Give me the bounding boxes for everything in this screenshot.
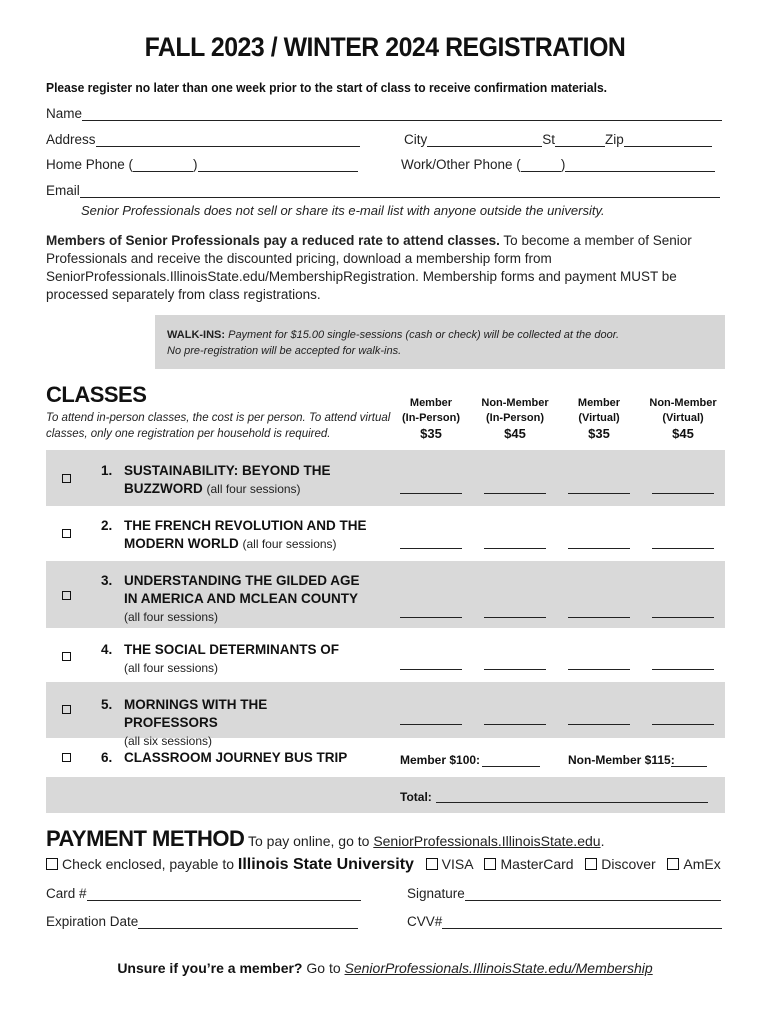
home-area-line[interactable] [133,159,193,172]
amex-label: AmEx [683,856,721,872]
name-label: Name [46,106,83,121]
bus-nonmember-label: Non-Member $115: [568,753,675,767]
col-nonmember-inperson [473,396,557,441]
work-number-line[interactable] [565,159,715,172]
cvv-line[interactable] [442,916,722,929]
class-1 [101,462,361,498]
col-label: Non-Member [481,397,549,409]
class-2 [101,517,371,553]
class-3-nonmember-virtual-line[interactable] [652,617,714,618]
card-number-field[interactable] [46,886,361,901]
col-nonmember-virtual [641,396,725,441]
visa-checkbox[interactable] [426,858,438,870]
col-sublabel: (Virtual) [662,412,704,424]
city-st-zip-field[interactable] [404,132,712,147]
col-member-virtual [557,396,641,441]
address-line[interactable] [96,134,360,147]
total-label: Total: [400,790,432,804]
footer-question: Unsure if you’re a member? [117,960,303,976]
col-price: $45 [672,426,694,441]
col-sublabel: (In-Person) [485,412,545,424]
class-1-nonmember-inperson-line[interactable] [484,493,546,494]
expiration-field[interactable] [46,914,358,929]
cvv-field[interactable] [407,914,722,929]
col-sublabel: (In-Person) [401,412,461,424]
class-5-nonmember-inperson-line[interactable] [484,724,546,725]
home-phone-field[interactable] [46,157,358,172]
class-3-nonmember-inperson-line[interactable] [484,617,546,618]
class-2-nonmember-inperson-line[interactable] [484,548,546,549]
walkin-label: WALK-INS: [167,329,226,341]
footer-link[interactable]: SeniorProfessionals.IllinoisState.edu/Membership [344,960,653,976]
bus-nonmember-price [568,753,675,767]
discover-checkbox[interactable] [585,858,597,870]
class-5-member-virtual-line[interactable] [568,724,630,725]
class-title: MORNINGS WITH THE PROFESSORS [124,697,268,730]
payment-online-text: To pay online, go to [244,833,374,849]
class-6 [101,749,361,767]
intro-text: Please register no later than one week prior to the start of class to receive confirmation materials. [46,80,608,95]
check-checkbox[interactable] [46,858,58,870]
classes-subtitle: To attend in-person classes, the cost is per person. To attend virtual classes, only one registration per household is required. [46,412,391,440]
mastercard-checkbox[interactable] [484,858,496,870]
work-phone-label: Work/Other Phone ( [401,157,521,172]
class-sessions: (all four sessions) [124,661,219,675]
walkin-box [155,315,725,369]
membership-text: To become a member of Senior Professionals and receive the discounted pricing, download a membership form from SeniorProfessionals.IllinoisState.edu/MembershipRegistration. Membership forms and payment MUST be processed separately from class registrations. [46,233,692,302]
cvv-label: CVV# [407,914,443,929]
class-4-nonmember-virtual-line[interactable] [652,669,714,670]
class-5-member-inperson-line[interactable] [400,724,462,725]
work-phone-paren: ) [560,157,566,172]
class-number: 4. [101,642,113,657]
bus-member-price [400,753,480,767]
address-field[interactable] [46,132,360,147]
class-title: UNDERSTANDING THE GILDED AGE IN AMERICA AND MCLEAN COUNTY [124,573,360,606]
work-phone-field[interactable] [401,157,715,172]
col-sublabel: (Virtual) [578,412,620,424]
class-title: SUSTAINABILITY: BEYOND THE BUZZWORD [124,463,331,496]
city-label: City [404,132,428,147]
class-1-checkbox[interactable] [62,474,71,483]
mastercard-label: MasterCard [500,856,574,872]
class-2-member-inperson-line[interactable] [400,548,462,549]
class-sessions: (all four sessions) [242,537,337,551]
zip-label: Zip [605,132,624,147]
payment-online-link[interactable]: SeniorProfessionals.IllinoisState.edu [373,833,601,849]
class-5-nonmember-virtual-line[interactable] [652,724,714,725]
class-sessions: (all four sessions) [206,482,301,496]
email-line[interactable] [80,185,720,198]
signature-line[interactable] [465,888,721,901]
privacy-note: Senior Professionals does not sell or share its e-mail list with anyone outside the university. [81,203,605,218]
st-label: St [542,132,556,147]
visa-label: VISA [441,856,473,872]
footer [0,960,770,976]
class-2-nonmember-virtual-line[interactable] [652,548,714,549]
class-5-checkbox[interactable] [62,705,71,714]
class-title: THE SOCIAL DETERMINANTS OF [124,642,340,657]
work-area-line[interactable] [521,159,561,172]
class-title: CLASSROOM JOURNEY BUS TRIP [124,750,348,765]
page-title: FALL 2023 / WINTER 2024 REGISTRATION [144,32,626,62]
expiration-line[interactable] [138,916,358,929]
col-price: $35 [420,426,442,441]
col-price: $45 [504,426,526,441]
class-2-checkbox[interactable] [62,529,71,538]
class-4-nonmember-inperson-line[interactable] [484,669,546,670]
city-line[interactable] [427,134,542,147]
col-label: Member [577,397,621,409]
class-3-checkbox[interactable] [62,591,71,600]
home-phone-label: Home Phone ( [46,157,134,172]
class-3 [101,572,361,626]
total-line[interactable] [436,802,708,803]
home-number-line[interactable] [198,159,358,172]
address-label: Address [46,132,96,147]
check-label: Check enclosed, payable to [62,856,238,872]
discover-label: Discover [601,856,656,872]
class-6-checkbox[interactable] [62,753,71,762]
st-line[interactable] [555,134,605,147]
class-4-checkbox[interactable] [62,652,71,661]
class-3-member-virtual-line[interactable] [568,617,630,618]
class-sessions: (all four sessions) [124,610,219,624]
signature-label: Signature [407,886,465,901]
expiration-label: Expiration Date [46,914,139,929]
walkin-line1: Payment for $15.00 single-sessions (cash or check) will be collected at the door. [225,329,620,341]
signature-field[interactable] [407,886,721,901]
membership-info [46,232,716,304]
card-line[interactable] [87,888,361,901]
zip-line[interactable] [624,134,712,147]
class-number: 2. [101,518,113,533]
class-number: 3. [101,573,113,588]
classes-heading: CLASSES [46,382,147,407]
class-4 [101,641,361,677]
class-2-member-virtual-line[interactable] [568,548,630,549]
row-band-total [46,777,725,813]
name-line[interactable] [82,108,722,121]
class-number: 5. [101,697,113,712]
bus-member-line[interactable] [482,766,540,767]
col-label: Non-Member [649,397,717,409]
amex-checkbox[interactable] [667,858,679,870]
home-phone-paren: ) [193,157,198,172]
class-sessions: (all six sessions) [124,734,213,748]
col-member-inperson [389,396,473,441]
card-label: Card # [46,886,87,901]
class-title: THE FRENCH REVOLUTION AND THE MODERN WORLD [124,518,367,551]
name-field[interactable] [46,106,722,121]
class-3-member-inperson-line[interactable] [400,617,462,618]
payment-options [46,856,721,874]
class-number: 6. [101,750,113,765]
payment-period: . [600,833,605,849]
bus-nonmember-line[interactable] [671,766,707,767]
email-label: Email [46,183,80,198]
membership-bold: Members of Senior Professionals pay a reduced rate to attend classes. [46,233,500,248]
class-number: 1. [101,463,113,478]
footer-goto: Go to [302,960,345,976]
class-1-member-inperson-line[interactable] [400,493,462,494]
col-label: Member [409,397,453,409]
payment-header [46,826,604,852]
class-1-nonmember-virtual-line[interactable] [652,493,714,494]
class-5 [101,696,361,750]
payee-label: Illinois State University [237,856,414,873]
bus-member-label: Member $100: [400,753,481,767]
class-1-member-virtual-line[interactable] [568,493,630,494]
walkin-line2: No pre-registration will be accepted for walk-ins. [167,345,402,357]
payment-heading: PAYMENT METHOD [46,826,245,851]
email-field[interactable] [46,183,720,198]
col-price: $35 [588,426,610,441]
class-4-member-inperson-line[interactable] [400,669,462,670]
class-4-member-virtual-line[interactable] [568,669,630,670]
